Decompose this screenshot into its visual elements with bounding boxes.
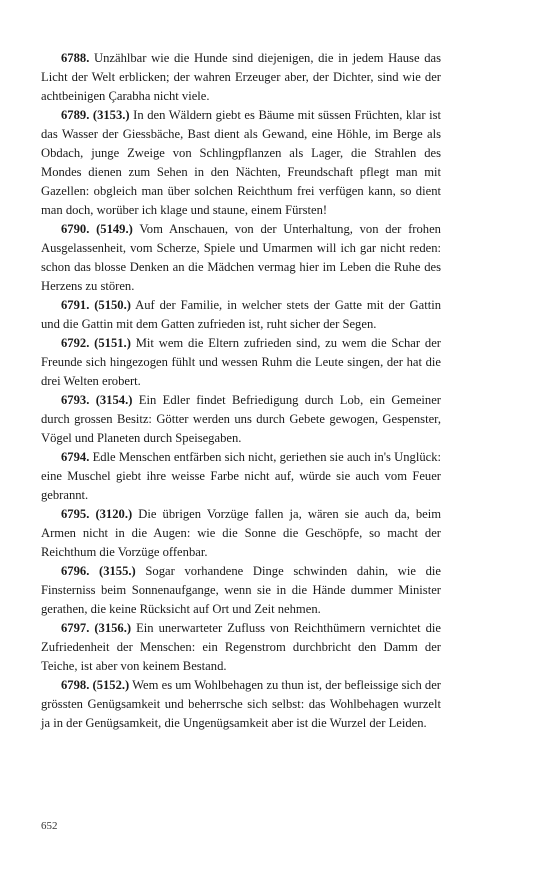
entry-6798	[41, 676, 441, 733]
entry-number: 6798. (5152.)	[61, 678, 130, 692]
entry-text: Auf der Familie, in welcher stets der Gatte mit der Gattin und die Gattin mit dem Gatten zufrieden ist, ruht sicher der Segen.	[41, 298, 441, 331]
entry-text: Vom Anschauen, von der Unterhaltung, von der frohen Ausgelassenheit, vom Scherze, Spiele und Umarmen will ich gar nicht reden: schon das blosse Denken an die Mädchen vermag hier im Leben die Ruhe des Herzens zu stören.	[41, 222, 441, 293]
entry-number: 6790. (5149.)	[61, 222, 133, 236]
entry-number: 6794.	[61, 450, 90, 464]
entry-text: Die übrigen Vorzüge fallen ja, wären sie auch da, beim Armen nicht in die Augen: wie die Sonne die Geschöpfe, so macht der Reichthum die Vorzüge offenbar.	[41, 507, 441, 559]
entry-number: 6791. (5150.)	[61, 298, 131, 312]
entry-6789	[41, 106, 441, 220]
entry-6793	[41, 391, 441, 448]
entry-6795	[41, 505, 441, 562]
entry-text: Unzählbar wie die Hunde sind diejenigen, die in jedem Hause das Licht der Welt erblicken; der wahren Erzeuger aber, der Dichter, sind wie der achtbeinigen Çarabha nicht viele.	[41, 51, 441, 103]
entry-number: 6793. (3154.)	[61, 393, 133, 407]
entry-number: 6795. (3120.)	[61, 507, 133, 521]
entry-text: In den Wäldern giebt es Bäume mit süssen Früchten, klar ist das Wasser der Giessbäche, Bast dient als Gewand, eine Höhle, im Berge als Obdach, junge Zweige von Schlingpflanzen als Lager, die Strahlen des Mondes dienen zum Sehen in den Nächten, Freundschaft pflegt man mit Gazellen: obgleich man über solchen Reichthum frei verfügen kann, so dient man doch, worüber ich klage und staune, einem Fürsten!	[41, 108, 441, 217]
entry-6791	[41, 296, 441, 334]
entry-6794	[41, 448, 441, 505]
entry-text: Mit wem die Eltern zufrieden sind, zu wem die Schar der Freunde sich hingezogen fühlt und wessen Ruhm die Leute singen, der hat die drei Welten erobert.	[41, 336, 441, 388]
entry-number: 6789. (3153.)	[61, 108, 130, 122]
entry-text: Sogar vorhandene Dinge schwinden dahin, wie die Finsterniss beim Sonnenaufgange, wenn sie in die Hände dummer Minister gerathen, die keine Rücksicht auf Ort und Zeit nehmen.	[41, 564, 441, 616]
entry-text: Edle Menschen entfärben sich nicht, geriethen sie auch in's Unglück: eine Muschel giebt ihre weisse Farbe nicht auf, würde sie auch vom Feuer gebrannt.	[41, 450, 441, 502]
entry-text: Wem es um Wohlbehagen zu thun ist, der befleissige sich der grössten Genügsamkeit und beherrsche sich selbst: das Wohlbehagen wurzelt ja in der Genügsamkeit, die Ungenügsamkeit aber ist die Wurzel der Leiden.	[41, 678, 441, 730]
entry-number: 6796. (3155.)	[61, 564, 136, 578]
entry-6790	[41, 220, 441, 296]
entry-text: Ein unerwarteter Zufluss von Reichthümern vernichtet die Zufriedenheit der Menschen: ein Regenstrom durchbricht den Damm der Teiche, ist aber von keinem Bestand.	[41, 621, 441, 673]
entry-6796	[41, 562, 441, 619]
entry-number: 6788.	[61, 51, 90, 65]
entry-text: Ein Edler findet Befriedigung durch Lob, ein Gemeiner durch grossen Besitz: Götter werden uns durch Gebete gewogen, Gespenster, Vögel und Planeten durch Speisegaben.	[41, 393, 441, 445]
entry-6792	[41, 334, 441, 391]
entry-6788	[41, 49, 441, 106]
text-block	[41, 49, 441, 733]
entry-number: 6792. (5151.)	[61, 336, 131, 350]
entry-6797	[41, 619, 441, 676]
page-number: 652	[41, 820, 58, 832]
entry-number: 6797. (3156.)	[61, 621, 132, 635]
